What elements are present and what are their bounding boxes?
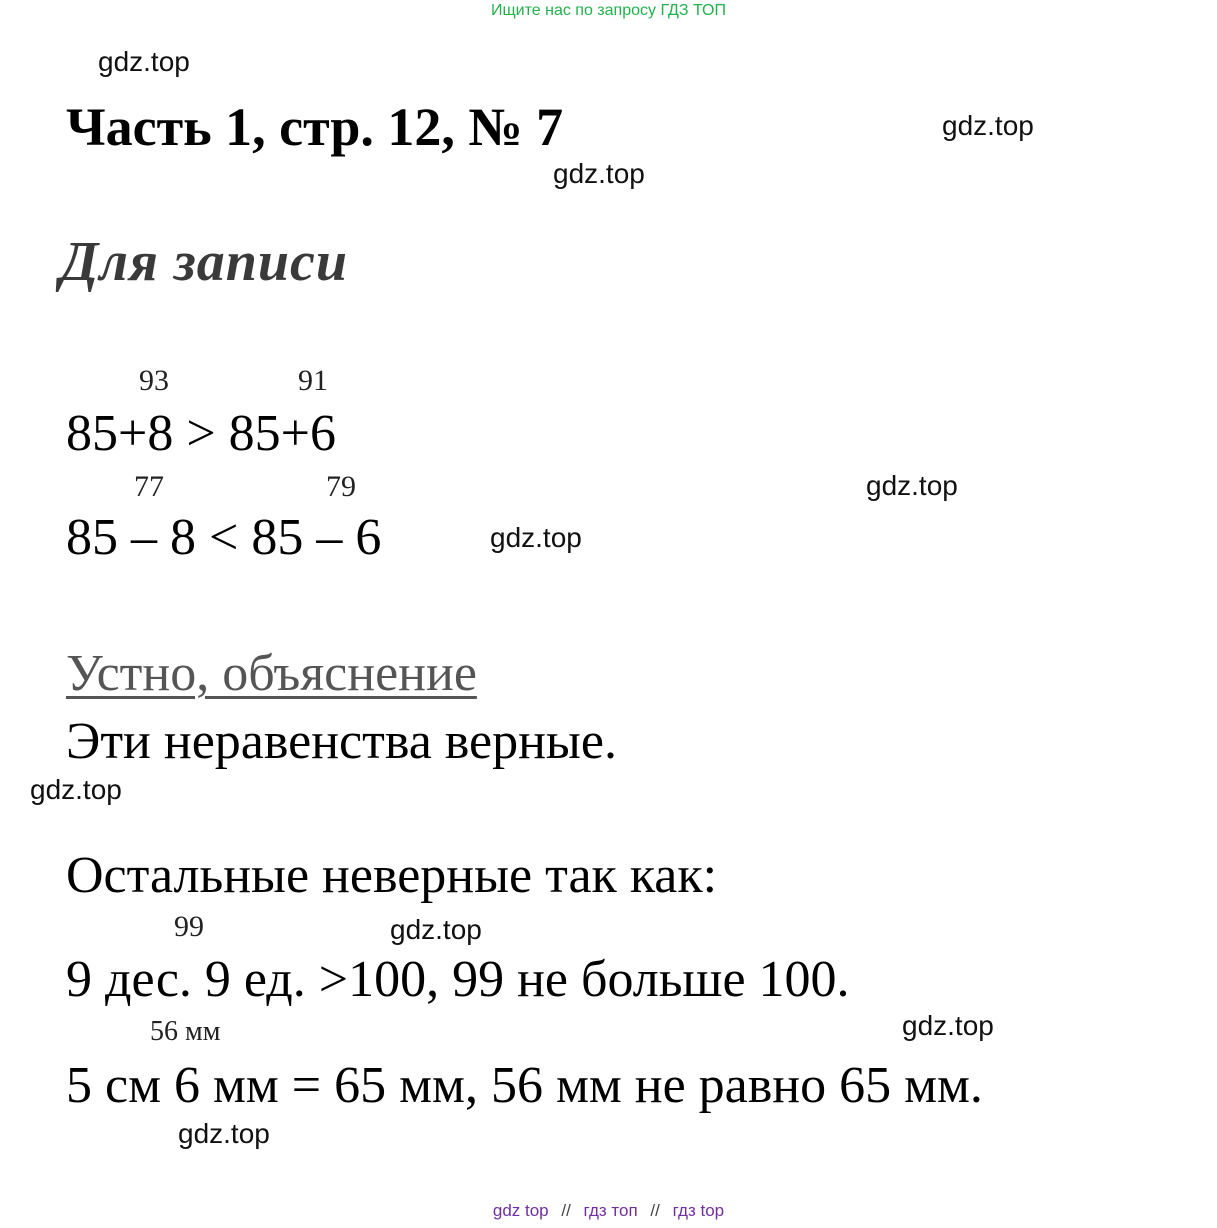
watermark: gdz.top — [30, 774, 122, 805]
section-heading-oral: Устно, объяснение — [66, 645, 477, 702]
top-banner[interactable]: Ищите нас по запросу ГДЗ ТОП — [491, 2, 726, 19]
footer-links — [0, 1201, 1217, 1221]
footer-link[interactable]: гдз top — [672, 1201, 725, 1220]
superscript-result: 79 — [326, 470, 356, 503]
footer-separator: // — [561, 1201, 571, 1220]
inequality-expression: 85 – 8 < 85 – 6 — [66, 509, 382, 566]
oral-statement: Эти неравенства верные. — [66, 713, 617, 770]
superscript-result: 77 — [134, 470, 164, 503]
superscript-result: 93 — [139, 364, 169, 397]
footer-separator: // — [650, 1201, 660, 1220]
others-intro: Остальные неверные так как: — [66, 847, 718, 904]
footer-link[interactable]: gdz top — [492, 1201, 549, 1220]
fact-line: 5 см 6 мм = 65 мм, 56 мм не равно 65 мм. — [66, 1057, 983, 1114]
watermark: gdz.top — [178, 1118, 270, 1149]
superscript-result: 91 — [298, 364, 328, 397]
inequality-expression: 85+8 > 85+6 — [66, 405, 336, 462]
watermark: gdz.top — [902, 1010, 994, 1041]
watermark: gdz.top — [553, 158, 645, 189]
watermark: gdz.top — [490, 522, 582, 553]
watermark: gdz.top — [942, 110, 1034, 141]
watermark: gdz.top — [390, 914, 482, 945]
footer-link[interactable]: гдз топ — [583, 1201, 638, 1220]
page-title: Часть 1, стр. 12, № 7 — [66, 97, 564, 157]
fact-line: 9 дес. 9 ед. >100, 99 не больше 100. — [66, 951, 850, 1008]
superscript-note: 56 мм — [150, 1016, 221, 1047]
watermark: gdz.top — [98, 46, 190, 77]
watermark: gdz.top — [866, 470, 958, 501]
superscript-note: 99 — [174, 910, 204, 943]
section-heading-record: Для записи — [60, 231, 348, 293]
